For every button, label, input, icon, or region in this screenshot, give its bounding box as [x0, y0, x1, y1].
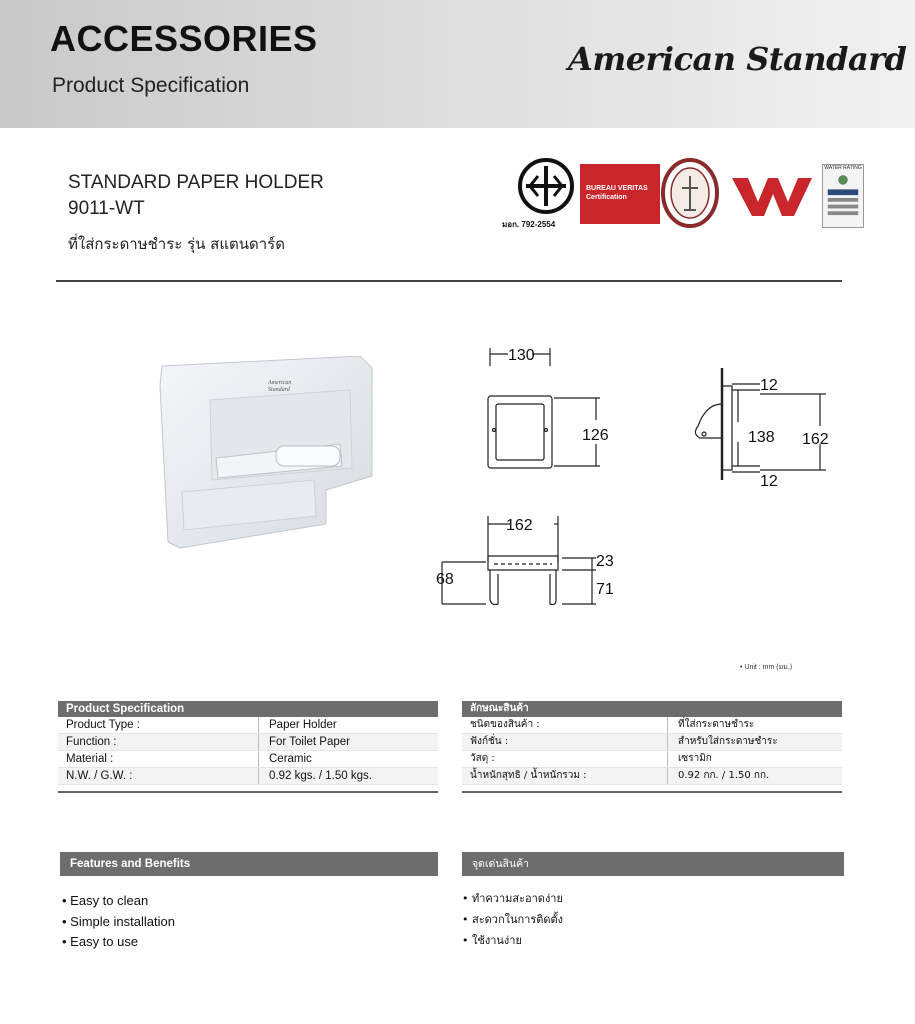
dim-front-width: 130: [508, 347, 535, 364]
spec-value: For Toilet Paper: [258, 734, 438, 750]
list-item: • สะดวกในการติดตั้ง: [462, 909, 563, 930]
divider: [56, 280, 842, 282]
spec-value: เซรามิก: [667, 751, 842, 767]
product-model: 9011-WT: [68, 198, 145, 219]
spec-key: น้ำหนักสุทธิ / น้ำหนักรวม :: [470, 770, 587, 781]
certification-logos: [500, 158, 870, 233]
spec-value: 0.92 กก. / 1.50 กก.: [667, 768, 842, 784]
spec-value: Paper Holder: [258, 717, 438, 733]
bureau-veritas-seal-icon: [660, 158, 720, 228]
product-name: STANDARD PAPER HOLDER: [68, 172, 324, 193]
product-name-thai: ที่ใส่กระดาษชำระ รุ่น สแตนดาร์ด: [68, 235, 285, 253]
tis-label: มอก. 792-2554: [502, 220, 556, 229]
table-row: [58, 734, 438, 751]
dim-top-depth-a: 23: [596, 553, 614, 570]
bureau-veritas-badge: [580, 164, 660, 224]
table-row: [462, 768, 842, 785]
spec-heading: ลักษณะสินค้า: [462, 701, 842, 717]
page-header: [0, 0, 915, 128]
product-photo: [150, 356, 380, 556]
dim-side-total: 162: [802, 431, 829, 448]
bv-line2: Certification: [586, 194, 627, 201]
table-row: [58, 751, 438, 768]
table-bottom-rule: [462, 785, 842, 793]
watermark-certification-icon: [730, 172, 814, 220]
spec-key: วัสดุ :: [470, 753, 495, 764]
page-subtitle: Product Specification: [52, 74, 250, 97]
list-item: • Simple installation: [62, 912, 175, 933]
dim-front-height: 126: [582, 427, 609, 444]
spec-table-en: [58, 701, 438, 793]
list-item: • ทำความสะอาดง่าย: [462, 888, 563, 909]
list-item: • ใช้งานง่าย: [462, 930, 563, 951]
spec-key: Function :: [66, 736, 117, 748]
bv-line1: BUREAU VERITAS: [586, 185, 648, 192]
dim-side-top: 12: [760, 377, 778, 394]
dimension-drawing: [420, 330, 870, 630]
spec-key: ฟังก์ชั่น :: [470, 736, 509, 747]
spec-value: ที่ใส่กระดาษชำระ: [667, 717, 842, 733]
water-rating-stars-icon: [823, 171, 863, 223]
list-item: • Easy to clean: [62, 891, 175, 912]
spec-key: N.W. / G.W. :: [66, 770, 133, 782]
dim-top-width: 162: [506, 517, 533, 534]
list-item: • Easy to use: [62, 932, 175, 953]
spec-value: Ceramic: [258, 751, 438, 767]
svg-text:American: American: [268, 380, 292, 386]
front-view: [488, 348, 600, 468]
spec-table-thai: [462, 701, 842, 793]
tis-certification-icon: [516, 158, 576, 214]
table-row: [462, 751, 842, 768]
page-title: ACCESSORIES: [50, 18, 318, 59]
spec-key: ชนิดของสินค้า :: [470, 719, 540, 730]
table-row: [462, 717, 842, 734]
table-row: [58, 768, 438, 785]
features-heading-en: Features and Benefits: [60, 852, 438, 876]
water-rating-label: WATER RATING: [824, 165, 862, 171]
features-list-thai: [462, 888, 563, 951]
table-row: [462, 734, 842, 751]
spec-value: สำหรับใส่กระดาษชำระ: [667, 734, 842, 750]
table-row: [58, 717, 438, 734]
features-list-en: [62, 891, 175, 953]
svg-text:Standard: Standard: [268, 387, 290, 393]
brand-logo: American Standard: [568, 40, 907, 78]
water-rating-badge: [822, 164, 864, 228]
spec-key: Material :: [66, 753, 114, 765]
table-bottom-rule: [58, 785, 438, 793]
unit-note: • Unit : mm (มม.): [740, 664, 793, 671]
spec-value: 0.92 kgs. / 1.50 kgs.: [258, 768, 438, 784]
dim-top-depth-b: 71: [596, 581, 614, 598]
spec-heading: Product Specification: [58, 701, 438, 717]
features-heading-thai: จุดเด่นสินค้า: [462, 852, 844, 876]
dim-side-inner: 138: [748, 429, 775, 446]
spec-key: Product Type :: [66, 719, 140, 731]
dim-side-bottom: 12: [760, 473, 778, 490]
dim-top-left: 68: [436, 571, 454, 588]
